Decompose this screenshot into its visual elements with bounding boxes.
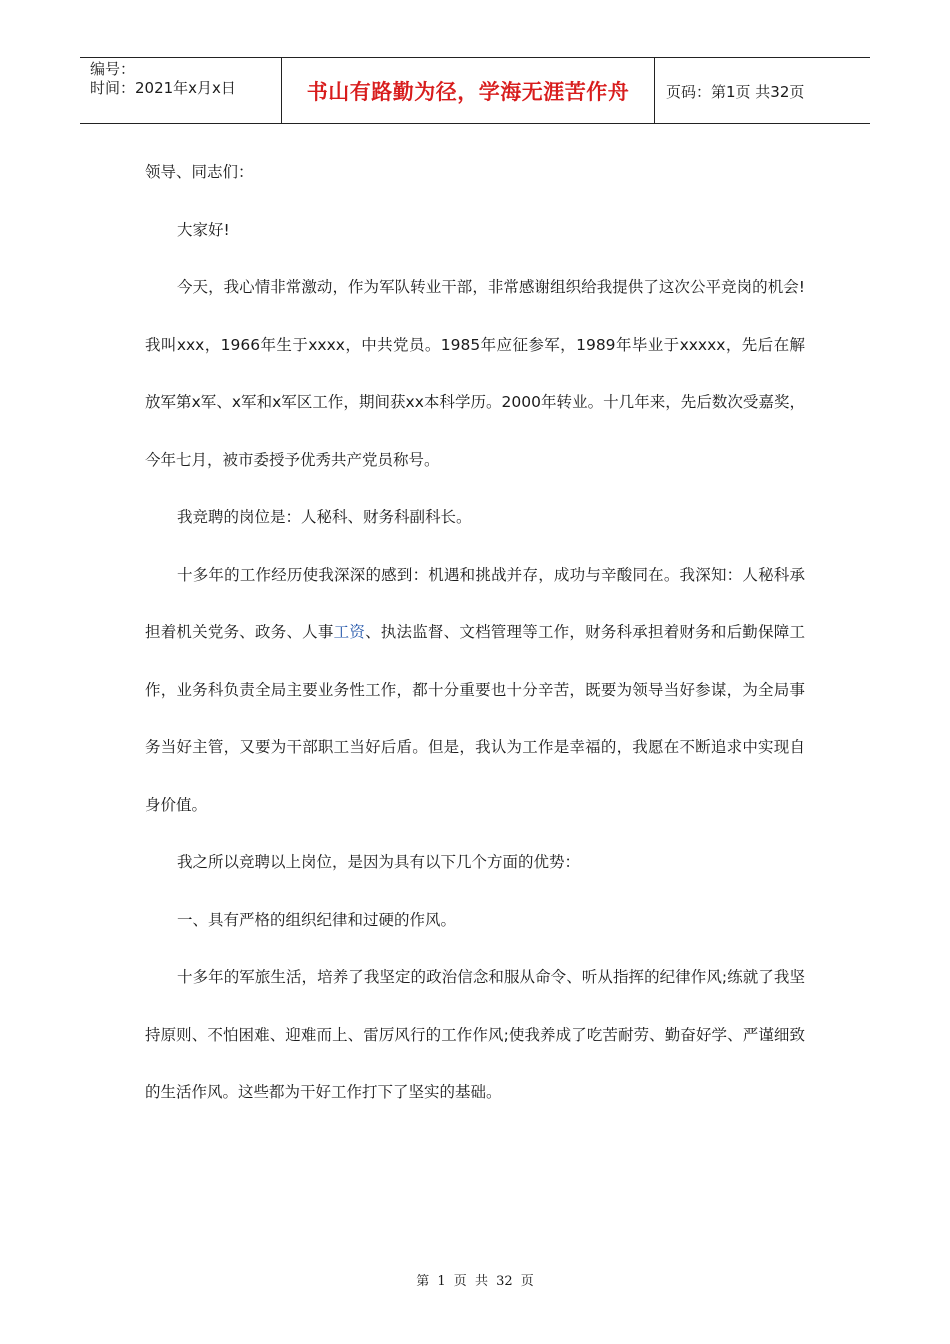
document-body	[145, 144, 805, 1122]
page-footer	[0, 1270, 950, 1289]
point1-paragraph: 十多年的军旅生活，培养了我坚定的政治信念和服从命令、听从指挥的纪律作风;练就了我坚持原则、不怕困难、迎难而上、雷厉风行的工作作风;使我养成了吃苦耐劳、勤奋好学、严谨细致的生活作风。这些都为干好工作打下了坚实的基础。	[145, 968, 805, 1101]
experience-text-2: 、执法监督、文档管理等工作，财务科承担着财务和后勤保障工作，业务科负责全局主要业务性工作，都十分重要也十分辛苦，既要为领导当好参谋，为全局事务当好主管，又要为干部职工当好后盾。但是，我认为工作是幸福的，我愿在不断追求中实现自身价值。	[145, 623, 805, 814]
footer-current-page: 1	[437, 1274, 446, 1289]
intro-paragraph: 今天，我心情非常激动，作为军队转业干部，非常感谢组织给我提供了这次公平竞岗的机会!我叫xxx，1966年生于xxxx，中共党员。1985年应征参军，1989年毕业于xxxxx，先后在解放军第x军、x军和x军区工作，期间获xx本科学历。2000年转业。十几年来，先后数次受嘉奖，今年七月，被市委授予优秀共产党员称号。	[145, 278, 805, 469]
header-page-label: 页码：第1页 共32页	[666, 82, 805, 101]
position-paragraph: 我竞聘的岗位是：人秘科、财务科副科长。	[177, 508, 472, 526]
advantages-intro: 我之所以竞聘以上岗位，是因为具有以下几个方面的优势：	[177, 853, 581, 871]
experience-paragraph	[145, 547, 805, 835]
header-motto: 书山有路勤为径，学海无涯苦作舟	[306, 80, 630, 104]
salary-link[interactable]: 工资	[333, 623, 366, 641]
experience-text-1: 十多年的工作经历使我深深的感到：机遇和挑战并存，成功与辛酸同在。我深知：人秘科承担着机关党务、政务、人事	[145, 565, 805, 641]
point1-title: 一、具有严格的组织纪律和过硬的作风。	[177, 910, 457, 929]
header-meta	[90, 60, 280, 98]
serial-label: 编号：	[90, 60, 136, 78]
footer-gong: 共	[474, 1274, 488, 1289]
page-header	[80, 57, 870, 124]
header-divider-right	[654, 58, 655, 124]
date-label: 时间：2021年x月x日	[90, 79, 236, 97]
hello: 大家好!	[177, 220, 230, 239]
greeting: 领导、同志们：	[145, 163, 254, 181]
footer-ye: 页	[453, 1274, 467, 1289]
footer-total-pages: 32	[496, 1274, 513, 1289]
footer-di: 第	[416, 1274, 430, 1289]
footer-ye2: 页	[520, 1274, 534, 1289]
